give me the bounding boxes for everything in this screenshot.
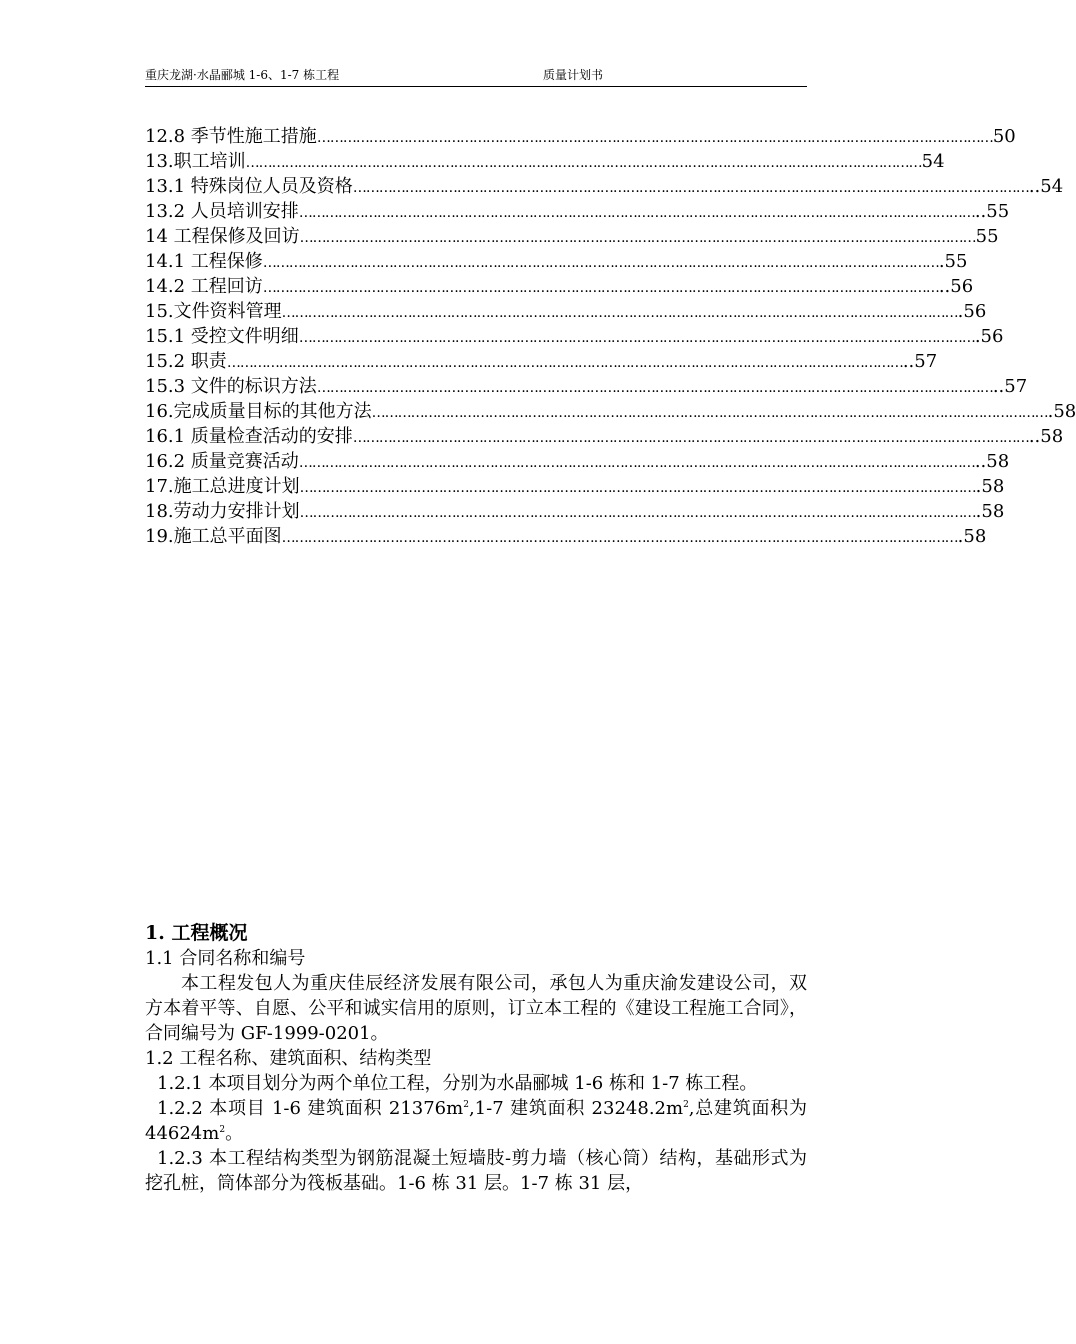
superscript: 2 xyxy=(463,1100,469,1110)
toc-entry-title: 12.8 季节性施工措施 xyxy=(145,126,317,147)
toc-dot-leader: ………………………………………………………………………………………………………………………………………… xyxy=(352,430,1029,446)
toc-dot-leader: ………………………………………………………………………………………………………………………………………… xyxy=(226,355,903,371)
toc-entry-page: ..54 xyxy=(1028,176,1064,197)
toc-entry-page: .58 xyxy=(957,526,987,547)
toc-entry-title: 15.3 文件的标识方法 xyxy=(145,376,317,397)
superscript: 2 xyxy=(683,1100,689,1110)
toc-entry[interactable] xyxy=(145,249,968,274)
toc-dot-leader: ………………………………………………………………………………………………………………………………………… xyxy=(299,505,976,521)
toc-entry-title: 13.职工培训 xyxy=(145,151,246,172)
toc-entry-title: 15.1 受控文件明细 xyxy=(145,326,299,347)
toc-entry-page: .56 xyxy=(974,326,1004,347)
paragraph-1-2-3: 1.2.3 本工程结构类型为钢筋混凝土短墙肢-剪力墙（核心筒）结构，基础形式为挖孔桩，筒体部分为筏板基础。1-6 栋 31 层。1-7 栋 31 层， xyxy=(145,1148,807,1194)
toc-entry[interactable] xyxy=(145,199,1010,224)
toc-dot-leader: ………………………………………………………………………………………………………………………………………… xyxy=(298,330,975,346)
text-fragment: ,总建筑面积为 44624m xyxy=(145,1098,807,1144)
toc-entry-page: ..58 xyxy=(974,451,1010,472)
toc-entry[interactable] xyxy=(145,149,945,174)
text-fragment: 。 xyxy=(225,1123,244,1144)
toc-dot-leader: ………………………………………………………………………………………………………………………………………… xyxy=(371,405,1048,421)
toc-entry-page: .55 xyxy=(938,251,968,272)
paragraph-contract: 本工程发包人为重庆佳辰经济发展有限公司，承包人为重庆渝发建设公司，双方本着平等、自愿、公平和诚实信用的原则，订立本工程的《建设工程施工合同》， 合同编号为 GF-1999-0201。 xyxy=(145,973,807,1044)
toc-entry[interactable] xyxy=(145,474,1005,499)
toc-entry[interactable] xyxy=(145,124,1016,149)
toc-entry-title: 19.施工总平面图 xyxy=(145,526,282,547)
toc-entry[interactable] xyxy=(145,224,999,249)
toc-dot-leader: ………………………………………………………………………………………………………………………………………… xyxy=(298,455,975,471)
toc-entry[interactable] xyxy=(145,174,1064,199)
toc-dot-leader: ………………………………………………………………………………………………………………………………………… xyxy=(281,305,958,321)
table-of-contents xyxy=(145,124,1076,549)
toc-dot-leader: ………………………………………………………………………………………………………………………………………… xyxy=(352,180,1029,196)
toc-entry-title: 13.2 人员培训安排 xyxy=(145,201,299,222)
toc-entry-page: ..57 xyxy=(902,351,938,372)
toc-dot-leader: ………………………………………………………………………………………………………………………………………… xyxy=(299,480,976,496)
toc-entry-page: .58 xyxy=(975,476,1005,497)
header-project-name: 重庆龙湖·水晶郦城 1-6、1-7 栋工程 xyxy=(145,68,340,82)
toc-entry-page: ..56 xyxy=(938,276,974,297)
toc-dot-leader: ………………………………………………………………………………………………………………………………………… xyxy=(299,230,976,246)
toc-entry[interactable] xyxy=(145,299,987,324)
toc-entry-title: 15.2 职责 xyxy=(145,351,227,372)
toc-dot-leader: ………………………………………………………………………………………………………………………………………… xyxy=(245,155,922,171)
toc-entry-page: ..57 xyxy=(992,376,1028,397)
header-document-title: 质量计划书 xyxy=(543,68,604,82)
subsection-title-contract: 1.1 合同名称和编号 xyxy=(145,948,306,969)
toc-entry-title: 17.施工总进度计划 xyxy=(145,476,300,497)
toc-entry-title: 13.1 特殊岗位人员及资格 xyxy=(145,176,353,197)
toc-entry[interactable] xyxy=(145,374,1028,399)
toc-entry[interactable] xyxy=(145,399,1076,424)
toc-entry-page: .58 xyxy=(975,501,1005,522)
superscript: 2 xyxy=(219,1125,226,1135)
toc-dot-leader: ………………………………………………………………………………………………………………………………………… xyxy=(316,380,993,396)
toc-entry-page: .56 xyxy=(957,301,987,322)
text-fragment: 1.2.2 本项目 1-6 建筑面积 21376m xyxy=(157,1098,464,1119)
toc-entry-title: 16.完成质量目标的其他方法 xyxy=(145,401,372,422)
toc-entry-title: 14.1 工程保修 xyxy=(145,251,263,272)
toc-entry-page: .58 xyxy=(1047,401,1076,422)
section-project-overview xyxy=(145,921,807,1196)
toc-dot-leader: ………………………………………………………………………………………………………………………………………… xyxy=(298,205,975,221)
toc-entry-page: 55 xyxy=(975,226,999,247)
toc-entry-title: 15.文件资料管理 xyxy=(145,301,282,322)
section-heading: 1. 工程概况 xyxy=(145,922,248,944)
toc-entry-title: 14.2 工程回访 xyxy=(145,276,263,297)
toc-entry-title: 18.劳动力安排计划 xyxy=(145,501,300,522)
toc-entry-page: ..58 xyxy=(1028,426,1064,447)
subsection-title-project-info: 1.2 工程名称、建筑面积、结构类型 xyxy=(145,1048,432,1069)
toc-dot-leader: ………………………………………………………………………………………………………………………………………… xyxy=(262,255,939,271)
toc-entry-title: 14 工程保修及回访 xyxy=(145,226,300,247)
text-fragment: ,1-7 建筑面积 23248.2m xyxy=(468,1098,684,1119)
toc-entry[interactable] xyxy=(145,524,987,549)
toc-entry-title: 16.1 质量检查活动的安排 xyxy=(145,426,353,447)
toc-entry[interactable] xyxy=(145,349,938,374)
toc-entry[interactable] xyxy=(145,324,1004,349)
toc-entry-page: 50 xyxy=(992,126,1016,147)
paragraph-1-2-1: 1.2.1 本项目划分为两个单位工程，分别为水晶郦城 1-6 栋和 1-7 栋工程。 xyxy=(157,1073,758,1094)
toc-dot-leader: ………………………………………………………………………………………………………………………………………… xyxy=(262,280,939,296)
toc-entry[interactable] xyxy=(145,499,1005,524)
toc-entry[interactable] xyxy=(145,449,1010,474)
toc-entry-page: ..55 xyxy=(974,201,1010,222)
toc-dot-leader: ………………………………………………………………………………………………………………………………………… xyxy=(281,530,958,546)
toc-entry[interactable] xyxy=(145,424,1064,449)
page-header xyxy=(145,66,807,87)
paragraph-1-2-2 xyxy=(145,1096,807,1146)
toc-entry-page: 54 xyxy=(921,151,945,172)
toc-dot-leader: ………………………………………………………………………………………………………………………………………… xyxy=(316,130,993,146)
toc-entry[interactable] xyxy=(145,274,974,299)
toc-entry-title: 16.2 质量竞赛活动 xyxy=(145,451,299,472)
